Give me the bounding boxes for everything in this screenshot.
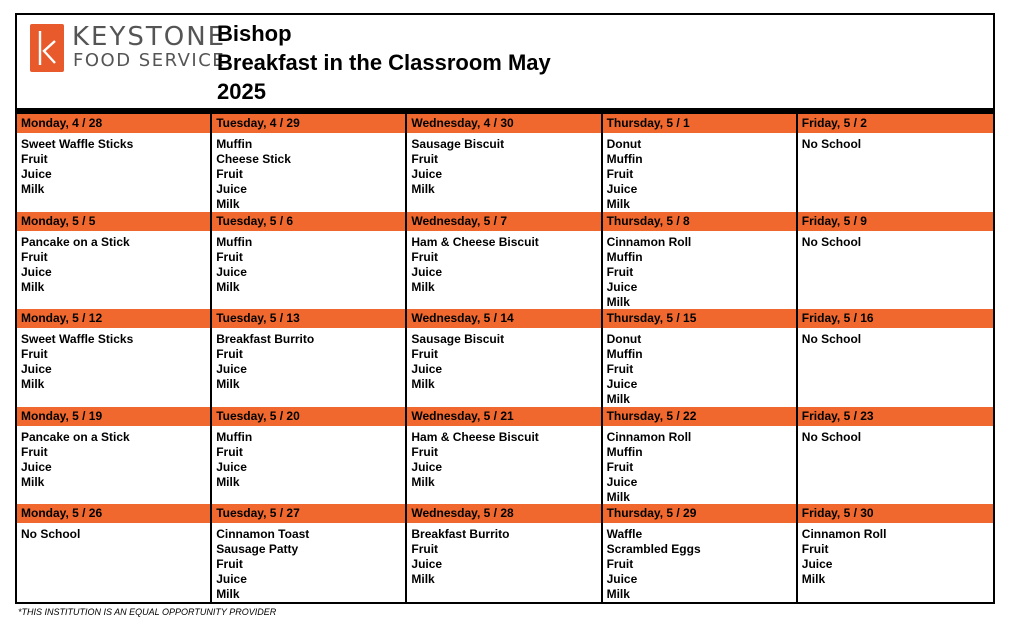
- title-menu-name: Breakfast in the Classroom May: [217, 50, 551, 75]
- day-cell: [603, 504, 798, 602]
- day-cell: [212, 407, 407, 505]
- menu-item: Milk: [21, 182, 45, 196]
- menu-item: Fruit: [411, 347, 439, 362]
- menu-item-list: [603, 328, 796, 407]
- menu-item: No School: [801, 332, 862, 347]
- menu-item: No School: [801, 234, 862, 249]
- day-header: Friday, 5 / 2: [798, 114, 993, 133]
- menu-item: Milk: [21, 279, 45, 294]
- day-header: Monday, 5 / 12: [17, 309, 210, 328]
- menu-item: Juice: [411, 557, 443, 572]
- menu-item-list: [407, 133, 600, 197]
- menu-item-list: [603, 523, 796, 602]
- menu-item: Juice: [216, 459, 247, 474]
- day-cell: [798, 504, 993, 602]
- menu-item: Cinnamon Toast: [216, 527, 310, 542]
- menu-item: Milk: [606, 587, 630, 602]
- menu-item: Fruit: [411, 249, 439, 264]
- menu-item: Breakfast Burrito: [411, 527, 510, 542]
- menu-item: Muffin: [216, 137, 253, 151]
- menu-item: Fruit: [216, 557, 243, 572]
- day-header: Monday, 5 / 5: [17, 212, 210, 231]
- menu-item: Fruit: [801, 542, 829, 557]
- menu-item: Milk: [216, 279, 240, 294]
- logo-text-keystone: KEYSTONE: [72, 22, 227, 52]
- day-header: Tuesday, 5 / 13: [212, 309, 405, 328]
- menu-item: Juice: [411, 459, 443, 474]
- menu-document: [15, 13, 995, 604]
- menu-item: Fruit: [21, 249, 48, 264]
- menu-item: Juice: [21, 167, 52, 181]
- menu-item-list: [798, 426, 993, 445]
- menu-item: Fruit: [411, 444, 439, 459]
- menu-item: Juice: [21, 362, 52, 377]
- day-header: Friday, 5 / 23: [798, 407, 993, 426]
- menu-item: Milk: [606, 392, 630, 407]
- menu-item: Milk: [21, 474, 45, 489]
- menu-item: Fruit: [606, 167, 634, 181]
- day-cell: [407, 212, 602, 310]
- menu-item: Ham & Cheese Biscuit: [411, 429, 539, 444]
- menu-item: Pancake on a Stick: [21, 429, 130, 444]
- menu-item: Fruit: [606, 557, 634, 572]
- menu-item-list: [212, 523, 405, 602]
- day-cell: [17, 504, 212, 602]
- menu-item: No School: [21, 527, 81, 542]
- menu-item: Muffin: [216, 234, 253, 249]
- day-cell: [212, 504, 407, 602]
- menu-item: Fruit: [411, 542, 439, 557]
- day-header: Thursday, 5 / 8: [603, 212, 796, 231]
- day-header: Thursday, 5 / 22: [603, 407, 796, 426]
- day-header: Wednesday, 5 / 28: [407, 504, 600, 523]
- menu-item-list: [17, 426, 210, 490]
- menu-item-list: [17, 133, 210, 197]
- day-cell: [212, 114, 407, 212]
- menu-calendar-grid: [17, 114, 993, 602]
- menu-item-list: [212, 426, 405, 490]
- menu-item: No School: [801, 137, 862, 151]
- menu-item: Milk: [21, 377, 45, 392]
- menu-item-list: [603, 231, 796, 310]
- menu-item: Juice: [606, 182, 638, 196]
- menu-item: Juice: [216, 572, 247, 587]
- menu-item: Milk: [411, 279, 435, 294]
- menu-item: Donut: [606, 332, 642, 347]
- menu-item-list: [17, 523, 210, 542]
- menu-item: Juice: [801, 557, 833, 572]
- header: [17, 15, 993, 112]
- menu-item: Fruit: [216, 347, 243, 362]
- menu-item: Milk: [216, 377, 240, 392]
- menu-item-list: [407, 328, 600, 392]
- menu-item: Muffin: [606, 347, 643, 362]
- day-header: Thursday, 5 / 1: [603, 114, 796, 133]
- day-cell: [407, 407, 602, 505]
- menu-item: Sweet Waffle Sticks: [21, 332, 134, 347]
- day-cell: [603, 309, 798, 407]
- day-header: Wednesday, 4 / 30: [407, 114, 600, 133]
- menu-item: Muffin: [606, 152, 643, 166]
- menu-item-list: [17, 328, 210, 392]
- menu-item: Milk: [411, 377, 435, 392]
- day-cell: [17, 407, 212, 505]
- menu-item: Fruit: [411, 152, 439, 166]
- menu-item: No School: [801, 429, 862, 444]
- day-cell: [603, 407, 798, 505]
- menu-item: Muffin: [606, 444, 643, 459]
- menu-item: Juice: [606, 474, 638, 489]
- menu-item-list: [407, 231, 600, 295]
- menu-item: Pancake on a Stick: [21, 234, 130, 249]
- day-cell: [798, 407, 993, 505]
- menu-item: Waffle: [606, 527, 643, 542]
- menu-item: Milk: [411, 572, 435, 587]
- menu-item: Sausage Biscuit: [411, 137, 505, 151]
- day-header: Friday, 5 / 9: [798, 212, 993, 231]
- footnote: *THIS INSTITUTION IS AN EQUAL OPPORTUNITY PROVIDER: [18, 607, 277, 617]
- day-header: Tuesday, 5 / 6: [212, 212, 405, 231]
- menu-item: Milk: [606, 294, 630, 309]
- day-header: Wednesday, 5 / 7: [407, 212, 600, 231]
- menu-item: Juice: [606, 377, 638, 392]
- day-cell: [17, 309, 212, 407]
- menu-item: Juice: [606, 572, 638, 587]
- menu-item: Juice: [216, 362, 247, 377]
- menu-item: Sausage Patty: [216, 542, 299, 557]
- day-header: Wednesday, 5 / 21: [407, 407, 600, 426]
- day-header: Wednesday, 5 / 14: [407, 309, 600, 328]
- menu-item-list: [212, 133, 405, 212]
- menu-item: Juice: [21, 459, 52, 474]
- menu-item-list: [798, 328, 993, 347]
- menu-item: Fruit: [606, 459, 634, 474]
- menu-item: Juice: [216, 264, 247, 279]
- day-header: Thursday, 5 / 29: [603, 504, 796, 523]
- day-header: Tuesday, 5 / 27: [212, 504, 405, 523]
- day-header: Monday, 5 / 19: [17, 407, 210, 426]
- day-cell: [17, 212, 212, 310]
- menu-item: Milk: [216, 197, 240, 211]
- day-header: Friday, 5 / 16: [798, 309, 993, 328]
- day-cell: [407, 309, 602, 407]
- menu-item: Muffin: [216, 429, 253, 444]
- menu-item: Milk: [801, 572, 826, 587]
- day-header: Monday, 5 / 26: [17, 504, 210, 523]
- menu-item-list: [17, 231, 210, 295]
- day-header: Monday, 4 / 28: [17, 114, 210, 133]
- menu-item: Cinnamon Roll: [801, 527, 887, 542]
- menu-item: Milk: [606, 197, 630, 211]
- menu-item: Fruit: [216, 444, 243, 459]
- day-cell: [212, 309, 407, 407]
- keystone-logo-icon: [30, 24, 64, 72]
- menu-item: Milk: [216, 474, 240, 489]
- menu-item: Juice: [21, 264, 52, 279]
- menu-item-list: [798, 133, 993, 152]
- menu-item: Fruit: [21, 152, 48, 166]
- day-cell: [603, 212, 798, 310]
- day-header: Thursday, 5 / 15: [603, 309, 796, 328]
- day-cell: [407, 114, 602, 212]
- menu-item-list: [212, 231, 405, 295]
- menu-item: Scrambled Eggs: [606, 542, 701, 557]
- menu-item-list: [798, 523, 993, 587]
- menu-item: Milk: [216, 587, 240, 602]
- menu-item: Sweet Waffle Sticks: [21, 137, 134, 151]
- day-cell: [798, 212, 993, 310]
- day-cell: [798, 114, 993, 212]
- menu-item: Cheese Stick: [216, 152, 291, 166]
- menu-item-list: [603, 426, 796, 505]
- day-header: Tuesday, 5 / 20: [212, 407, 405, 426]
- day-header: Tuesday, 4 / 29: [212, 114, 405, 133]
- title-school: Bishop: [217, 21, 292, 46]
- menu-item: Fruit: [21, 347, 48, 362]
- menu-item: Fruit: [606, 362, 634, 377]
- menu-item: Fruit: [216, 167, 243, 181]
- day-cell: [603, 114, 798, 212]
- menu-item-list: [407, 523, 600, 587]
- day-header: Friday, 5 / 30: [798, 504, 993, 523]
- menu-item: Juice: [411, 264, 443, 279]
- day-cell: [17, 114, 212, 212]
- title-year: 2025: [217, 79, 266, 104]
- menu-item: Fruit: [21, 444, 48, 459]
- menu-item: Cinnamon Roll: [606, 429, 692, 444]
- menu-item: Juice: [216, 182, 247, 196]
- menu-item: Ham & Cheese Biscuit: [411, 234, 539, 249]
- page-title: [217, 19, 551, 106]
- menu-item-list: [407, 426, 600, 490]
- logo-text-food-service: FOOD SERVICE: [73, 50, 226, 71]
- menu-item: Fruit: [216, 249, 243, 264]
- menu-item-list: [603, 133, 796, 212]
- menu-item: Milk: [606, 489, 630, 504]
- menu-item: Sausage Biscuit: [411, 332, 505, 347]
- menu-item-list: [212, 328, 405, 392]
- day-cell: [798, 309, 993, 407]
- menu-item: Juice: [411, 167, 443, 181]
- menu-item: Milk: [411, 182, 435, 196]
- day-cell: [212, 212, 407, 310]
- menu-item: Juice: [411, 362, 443, 377]
- menu-item: Milk: [411, 474, 435, 489]
- day-cell: [407, 504, 602, 602]
- menu-item: Breakfast Burrito: [216, 332, 315, 347]
- menu-item: Donut: [606, 137, 642, 151]
- menu-item: Muffin: [606, 249, 643, 264]
- menu-item: Juice: [606, 279, 638, 294]
- menu-item: Fruit: [606, 264, 634, 279]
- menu-item: Cinnamon Roll: [606, 234, 692, 249]
- menu-item-list: [798, 231, 993, 250]
